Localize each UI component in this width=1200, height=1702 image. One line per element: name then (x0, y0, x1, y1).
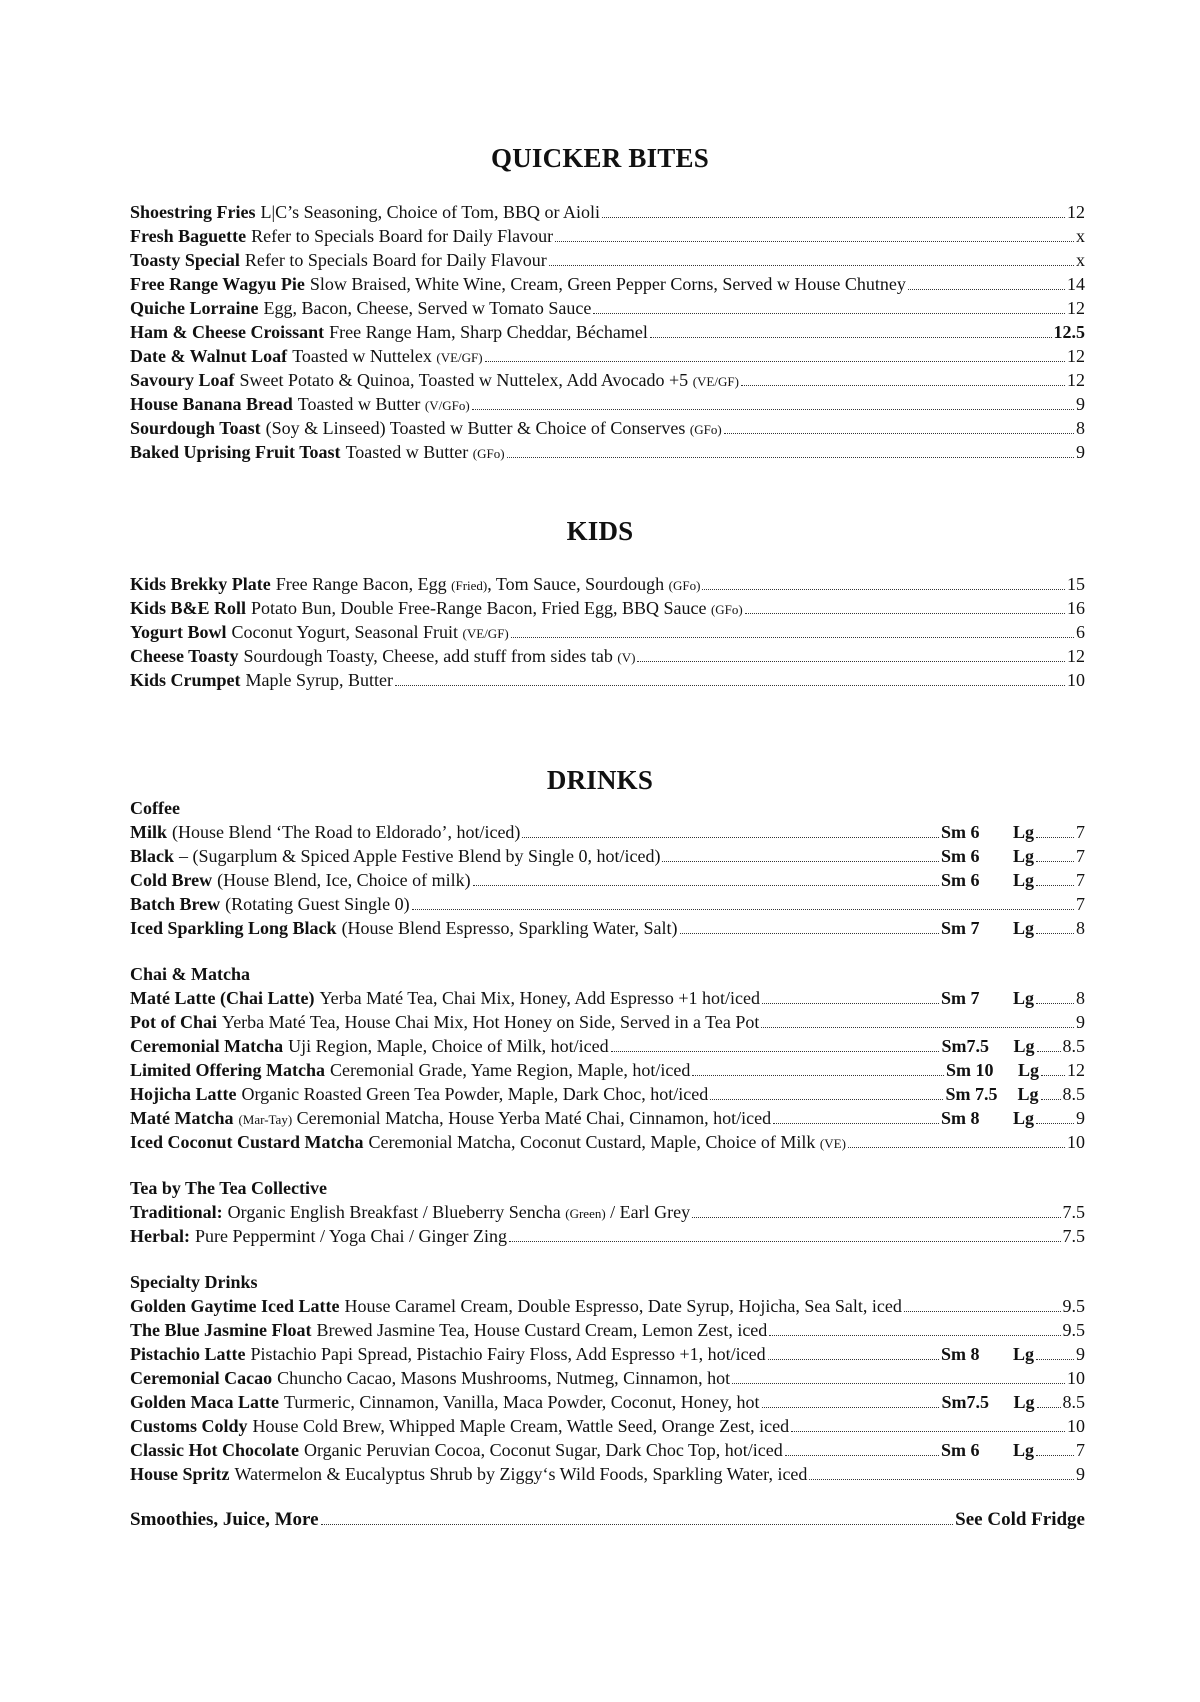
dot-leader (395, 685, 1065, 686)
item-name: Kids B&E Roll (130, 598, 247, 618)
small-price: Sm7.5 (941, 1036, 989, 1056)
item-description (261, 416, 722, 442)
item-price: 9.5 (1062, 1296, 1085, 1316)
menu-item (130, 620, 1085, 644)
dietary-tag: (GFo) (689, 422, 722, 437)
item-price: See Cold Fridge (955, 1509, 1085, 1530)
item-description-text: Ceremonial Matcha, House Yerba Maté Chai, Cinnamon, hot/iced (296, 1108, 772, 1128)
small-price: Sm7.5 (941, 1392, 989, 1412)
dot-leader (1036, 1003, 1074, 1004)
section-title-drinks: DRINKS (546, 765, 654, 795)
item-description: Refer to Specials Board for Daily Flavour (244, 250, 547, 270)
menu-item (130, 1034, 1085, 1058)
large-label: Lg (1017, 1084, 1039, 1104)
dot-leader (1037, 1407, 1061, 1408)
item-name: Cheese Toasty (130, 646, 239, 666)
menu-item (130, 200, 1085, 224)
item-name: Cold Brew (130, 870, 213, 890)
item-description: Watermelon & Eucalyptus Shrub by Ziggy‘s Wild Foods, Sparkling Water, iced (234, 1464, 808, 1484)
item-name: The Blue Jasmine Float (130, 1320, 312, 1340)
item-description: Yerba Maté Tea, House Chai Mix, Hot Honey on Side, Served in a Tea Pot (222, 1012, 760, 1032)
large-label: Lg (1012, 1440, 1034, 1460)
dot-leader (692, 1075, 944, 1076)
small-price: Sm 6 (940, 870, 980, 890)
subsection-heading-chai-matcha: Chai & Matcha (130, 964, 250, 984)
large-label: Lg (1013, 1036, 1035, 1056)
large-label: Lg (1013, 1392, 1035, 1412)
large-price: 9 (1076, 1344, 1085, 1364)
item-description (223, 1200, 690, 1226)
item-name: Ham & Cheese Croissant (130, 322, 325, 342)
item-name: Ceremonial Matcha (130, 1036, 284, 1056)
large-price: 12 (1067, 1060, 1085, 1080)
dot-leader (321, 1524, 954, 1525)
large-label: Lg (1012, 870, 1034, 890)
menu-item (130, 1366, 1085, 1390)
large-price: 7 (1076, 846, 1085, 866)
dot-leader (848, 1147, 1065, 1148)
item-name: Golden Maca Latte (130, 1392, 279, 1412)
menu-item (130, 668, 1085, 692)
menu-item (130, 368, 1085, 392)
dot-leader (485, 361, 1065, 362)
menu-item (130, 1106, 1085, 1130)
item-price: 12 (1067, 370, 1085, 390)
pronunciation-tag: (Mar-Tay) (238, 1112, 293, 1127)
menu-item (130, 248, 1085, 272)
item-price: 12 (1067, 202, 1085, 222)
dot-leader (732, 1383, 1065, 1384)
dot-leader (412, 909, 1074, 910)
menu-item (130, 1318, 1085, 1342)
item-name: Customs Coldy (130, 1416, 248, 1436)
item-description-text: Ceremonial Matcha, Coconut Custard, Maple, Choice of Milk (368, 1132, 816, 1152)
dot-leader (593, 313, 1065, 314)
menu-item (130, 868, 1085, 892)
large-label: Lg (1017, 1060, 1039, 1080)
dot-leader (762, 1407, 940, 1408)
item-price: 7 (1076, 894, 1085, 914)
item-name: Pot of Chai (130, 1012, 217, 1032)
item-description-text: Toasted w Butter (345, 442, 469, 462)
item-price: 8 (1076, 418, 1085, 438)
dietary-tag: (VE/GF) (462, 626, 509, 641)
section-title-kids: KIDS (566, 516, 634, 546)
dot-leader (611, 1051, 940, 1052)
menu-item (130, 440, 1085, 464)
dietary-tag: (GFo) (710, 602, 743, 617)
menu-item (130, 1224, 1085, 1248)
dietary-tag: (VE) (819, 1136, 846, 1151)
menu-item (130, 820, 1085, 844)
item-description-text: Free Range Bacon, Egg (275, 574, 447, 594)
item-description (287, 344, 482, 370)
large-price: 8 (1076, 988, 1085, 1008)
item-name: Free Range Wagyu Pie (130, 274, 305, 294)
item-description: (House Blend ‘The Road to Eldorado’, hot/iced) (172, 822, 521, 842)
item-price: 9 (1076, 442, 1085, 462)
dot-leader (549, 265, 1074, 266)
item-description: (House Blend, Ice, Choice of milk) (217, 870, 471, 890)
dot-leader (904, 1311, 1061, 1312)
dot-leader (908, 289, 1065, 290)
item-description-text: Toasted w Butter (297, 394, 421, 414)
small-price: Sm 6 (940, 1440, 980, 1460)
menu-item (130, 1130, 1085, 1154)
small-price: Sm 6 (940, 822, 980, 842)
spacer (130, 1486, 1085, 1508)
dot-leader (762, 1003, 939, 1004)
item-price: x (1076, 250, 1085, 270)
item-description: Uji Region, Maple, Choice of Milk, hot/iced (288, 1036, 609, 1056)
drinks-list (130, 796, 1085, 1532)
menu-item (130, 272, 1085, 296)
item-description: House Caramel Cream, Double Espresso, Date Syrup, Hojicha, Sea Salt, iced (344, 1296, 902, 1316)
item-price: 9 (1076, 1012, 1085, 1032)
small-price: Sm 8 (940, 1344, 980, 1364)
spacer (130, 1154, 1085, 1176)
dot-leader (768, 1359, 939, 1360)
item-description: Chuncho Cacao, Masons Mushrooms, Nutmeg, Cinnamon, hot (277, 1368, 731, 1388)
menu-item (130, 320, 1085, 344)
menu-item (130, 1462, 1085, 1486)
large-label: Lg (1012, 918, 1034, 938)
menu-item (130, 1010, 1085, 1034)
item-price: 9 (1076, 394, 1085, 414)
menu-item (130, 296, 1085, 320)
item-name: Date & Walnut Loaf (130, 346, 288, 366)
item-price: 9.5 (1062, 1320, 1085, 1340)
dot-leader (1037, 1051, 1061, 1052)
menu-item-footer (130, 1508, 1085, 1532)
large-label: Lg (1012, 846, 1034, 866)
small-price: Sm 8 (940, 1108, 980, 1128)
dot-leader (761, 1027, 1074, 1028)
item-price: 14 (1067, 274, 1085, 294)
item-description: – (Sugarplum & Spiced Apple Festive Blend by Single 0, hot/iced) (179, 846, 661, 866)
item-name: Milk (130, 822, 168, 842)
dot-leader (602, 217, 1065, 218)
dot-leader (472, 409, 1074, 410)
item-description: L|C’s Seasoning, Choice of Tom, BBQ or Aioli (260, 202, 601, 222)
dot-leader (650, 337, 1052, 338)
menu-item (130, 1082, 1085, 1106)
kids-list (130, 572, 1085, 692)
item-description: Pistachio Papi Spread, Pistachio Fairy Floss, Add Espresso +1, hot/iced (250, 1344, 766, 1364)
menu-item (130, 1058, 1085, 1082)
item-description-text: Toasted w Nuttelex (292, 346, 432, 366)
small-price: Sm 7.5 (945, 1084, 998, 1104)
spacer (130, 1248, 1085, 1270)
small-price: Sm 10 (945, 1060, 994, 1080)
dietary-tag: (V/GFo) (424, 398, 470, 413)
large-price: 7 (1076, 822, 1085, 842)
item-price: 12 (1067, 346, 1085, 366)
dot-leader (1036, 1455, 1074, 1456)
tea-type-tag: (Green) (565, 1206, 606, 1221)
item-name: Traditional: (130, 1202, 223, 1222)
item-description: Egg, Bacon, Cheese, Served w Tomato Sauce (263, 298, 592, 318)
item-price: 12 (1067, 298, 1085, 318)
menu-item (130, 224, 1085, 248)
small-price: Sm 7 (940, 988, 980, 1008)
menu-item (130, 1342, 1085, 1366)
item-description (341, 440, 505, 466)
dot-leader (769, 1335, 1060, 1336)
item-price: 6 (1076, 622, 1085, 642)
item-name: Iced Sparkling Long Black (130, 918, 337, 938)
item-description-text: (Soy & Linseed) Toasted w Butter & Choice of Conserves (265, 418, 686, 438)
item-name: Kids Crumpet (130, 670, 241, 690)
item-name: Shoestring Fries (130, 202, 256, 222)
item-description (271, 572, 701, 598)
item-name: Yogurt Bowl (130, 622, 227, 642)
item-price: 15 (1067, 574, 1085, 594)
menu-item (130, 344, 1085, 368)
item-description-text: Potato Bun, Double Free-Range Bacon, Fried Egg, BBQ Sauce (251, 598, 707, 618)
item-price: x (1076, 226, 1085, 246)
large-price: 9 (1076, 1108, 1085, 1128)
dot-leader (680, 933, 939, 934)
item-name: Quiche Lorraine (130, 298, 259, 318)
small-price: Sm 7 (940, 918, 980, 938)
item-price: 10 (1067, 1416, 1085, 1436)
section-title-quicker-bites: QUICKER BITES (491, 143, 709, 173)
item-price: 10 (1067, 1368, 1085, 1388)
dot-leader (473, 885, 939, 886)
dot-leader (710, 1099, 943, 1100)
item-name: House Banana Bread (130, 394, 293, 414)
large-price: 8.5 (1062, 1392, 1085, 1412)
menu-item (130, 986, 1085, 1010)
item-name: Savoury Loaf (130, 370, 235, 390)
item-price: 16 (1067, 598, 1085, 618)
item-name: Iced Coconut Custard Matcha (130, 1132, 364, 1152)
item-description (293, 392, 470, 418)
dot-leader (555, 241, 1074, 242)
menu-item (130, 916, 1085, 940)
large-price: 8 (1076, 918, 1085, 938)
item-name: Smoothies, Juice, More (130, 1509, 319, 1530)
menu-item (130, 416, 1085, 440)
item-description: Organic Peruvian Cocoa, Coconut Sugar, Dark Choc Top, hot/iced (303, 1440, 783, 1460)
menu-item (130, 644, 1085, 668)
large-label: Lg (1012, 988, 1034, 1008)
dot-leader (791, 1431, 1065, 1432)
menu-item (130, 892, 1085, 916)
item-name: Toasty Special (130, 250, 240, 270)
item-name: Ceremonial Cacao (130, 1368, 273, 1388)
subsection-heading-coffee: Coffee (130, 798, 180, 818)
item-description: Brewed Jasmine Tea, House Custard Cream, Lemon Zest, iced (316, 1320, 768, 1340)
menu-item (130, 1438, 1085, 1462)
dietary-tag: (Fried) (451, 578, 488, 593)
dot-leader (1036, 861, 1074, 862)
dot-leader (745, 613, 1065, 614)
item-description-text: Sourdough Toasty, Cheese, add stuff from sides tab (243, 646, 613, 666)
item-name: Limited Offering Matcha (130, 1060, 325, 1080)
dot-leader (1036, 933, 1074, 934)
dot-leader (1041, 1075, 1065, 1076)
dot-leader (1036, 837, 1074, 838)
spacer (130, 940, 1085, 962)
item-description (235, 368, 739, 394)
item-description-text: Organic English Breakfast / Blueberry Sencha (227, 1202, 561, 1222)
item-name: Herbal: (130, 1226, 190, 1246)
item-name: Hojicha Latte (130, 1084, 237, 1104)
item-name: House Spritz (130, 1464, 230, 1484)
item-price: 9 (1076, 1464, 1085, 1484)
item-description-text: Coconut Yogurt, Seasonal Fruit (231, 622, 459, 642)
dot-leader (522, 837, 939, 838)
large-price: 7 (1076, 870, 1085, 890)
item-description: House Cold Brew, Whipped Maple Cream, Wattle Seed, Orange Zest, iced (252, 1416, 790, 1436)
item-description: Yerba Maté Tea, Chai Mix, Honey, Add Espresso +1 hot/iced (319, 988, 760, 1008)
dot-leader (741, 385, 1065, 386)
item-description-text: / Earl Grey (605, 1202, 691, 1222)
item-name: Golden Gaytime Iced Latte (130, 1296, 340, 1316)
item-name: Black (130, 846, 175, 866)
item-name: Classic Hot Chocolate (130, 1440, 299, 1460)
large-price: 7 (1076, 1440, 1085, 1460)
dot-leader (662, 861, 939, 862)
item-price: 10 (1067, 1132, 1085, 1152)
item-description: Ceremonial Grade, Yame Region, Maple, hot/iced (329, 1060, 691, 1080)
item-price: 12 (1067, 646, 1085, 666)
item-name: Sourdough Toast (130, 418, 261, 438)
dot-leader (1041, 1099, 1061, 1100)
item-description: Organic Roasted Green Tea Powder, Maple, Dark Choc, hot/iced (241, 1084, 709, 1104)
item-name: Kids Brekky Plate (130, 574, 271, 594)
subsection-heading-specialty: Specialty Drinks (130, 1272, 258, 1292)
item-description: Pure Peppermint / Yoga Chai / Ginger Zing (195, 1226, 507, 1246)
item-name: Baked Uprising Fruit Toast (130, 442, 341, 462)
item-description (227, 620, 509, 646)
item-name: Maté Latte (Chai Latte) (130, 988, 315, 1008)
item-description: (House Blend Espresso, Sparkling Water, Salt) (341, 918, 678, 938)
large-price: 8.5 (1062, 1036, 1085, 1056)
menu-item (130, 844, 1085, 868)
dot-leader (773, 1123, 939, 1124)
dietary-tag: (GFo) (668, 578, 701, 593)
subsection-heading-tea: Tea by The Tea Collective (130, 1178, 328, 1198)
dietary-tag: (V) (617, 650, 636, 665)
menu-item (130, 1390, 1085, 1414)
item-description: Free Range Ham, Sharp Cheddar, Béchamel (329, 322, 648, 342)
item-price: 10 (1067, 670, 1085, 690)
dot-leader (724, 433, 1074, 434)
item-description (364, 1130, 846, 1156)
menu-item (130, 572, 1085, 596)
small-price: Sm 6 (940, 846, 980, 866)
item-description: Turmeric, Cinnamon, Vanilla, Maca Powder, Coconut, Honey, hot (283, 1392, 760, 1412)
dietary-tag: (VE/GF) (692, 374, 739, 389)
item-description: Refer to Specials Board for Daily Flavour (251, 226, 554, 246)
dot-leader (809, 1479, 1074, 1480)
dot-leader (702, 589, 1065, 590)
dot-leader (785, 1455, 939, 1456)
dot-leader (1036, 885, 1074, 886)
large-label: Lg (1012, 1108, 1034, 1128)
item-description (246, 596, 743, 622)
menu-item (130, 1200, 1085, 1224)
dot-leader (637, 661, 1065, 662)
item-description (239, 644, 636, 670)
item-name: Fresh Baguette (130, 226, 247, 246)
menu-item (130, 596, 1085, 620)
item-description-text: , Tom Sauce, Sourdough (487, 574, 665, 594)
item-price: 12.5 (1053, 322, 1085, 342)
item-description (233, 1106, 771, 1132)
dietary-tag: (VE/GF) (436, 350, 483, 365)
dot-leader (507, 457, 1074, 458)
dot-leader (1036, 1359, 1074, 1360)
menu-item (130, 1294, 1085, 1318)
dot-leader (509, 1241, 1061, 1242)
item-name: Batch Brew (130, 894, 221, 914)
dietary-tag: (GFo) (472, 446, 505, 461)
item-name: Maté Matcha (130, 1108, 234, 1128)
dot-leader (1036, 1123, 1074, 1124)
item-name: Pistachio Latte (130, 1344, 246, 1364)
item-description: Slow Braised, White Wine, Cream, Green Pepper Corns, Served w House Chutney (309, 274, 906, 294)
item-description-text: Sweet Potato & Quinoa, Toasted w Nuttelex, Add Avocado +5 (239, 370, 689, 390)
item-description: (Rotating Guest Single 0) (225, 894, 410, 914)
menu-item (130, 392, 1085, 416)
dot-leader (692, 1217, 1060, 1218)
large-label: Lg (1012, 1344, 1034, 1364)
item-description: Maple Syrup, Butter (245, 670, 393, 690)
quicker-bites-list (130, 200, 1085, 464)
item-price: 7.5 (1062, 1226, 1085, 1246)
item-price: 7.5 (1062, 1202, 1085, 1222)
large-label: Lg (1012, 822, 1034, 842)
large-price: 8.5 (1062, 1084, 1085, 1104)
menu-item (130, 1414, 1085, 1438)
dot-leader (511, 637, 1074, 638)
